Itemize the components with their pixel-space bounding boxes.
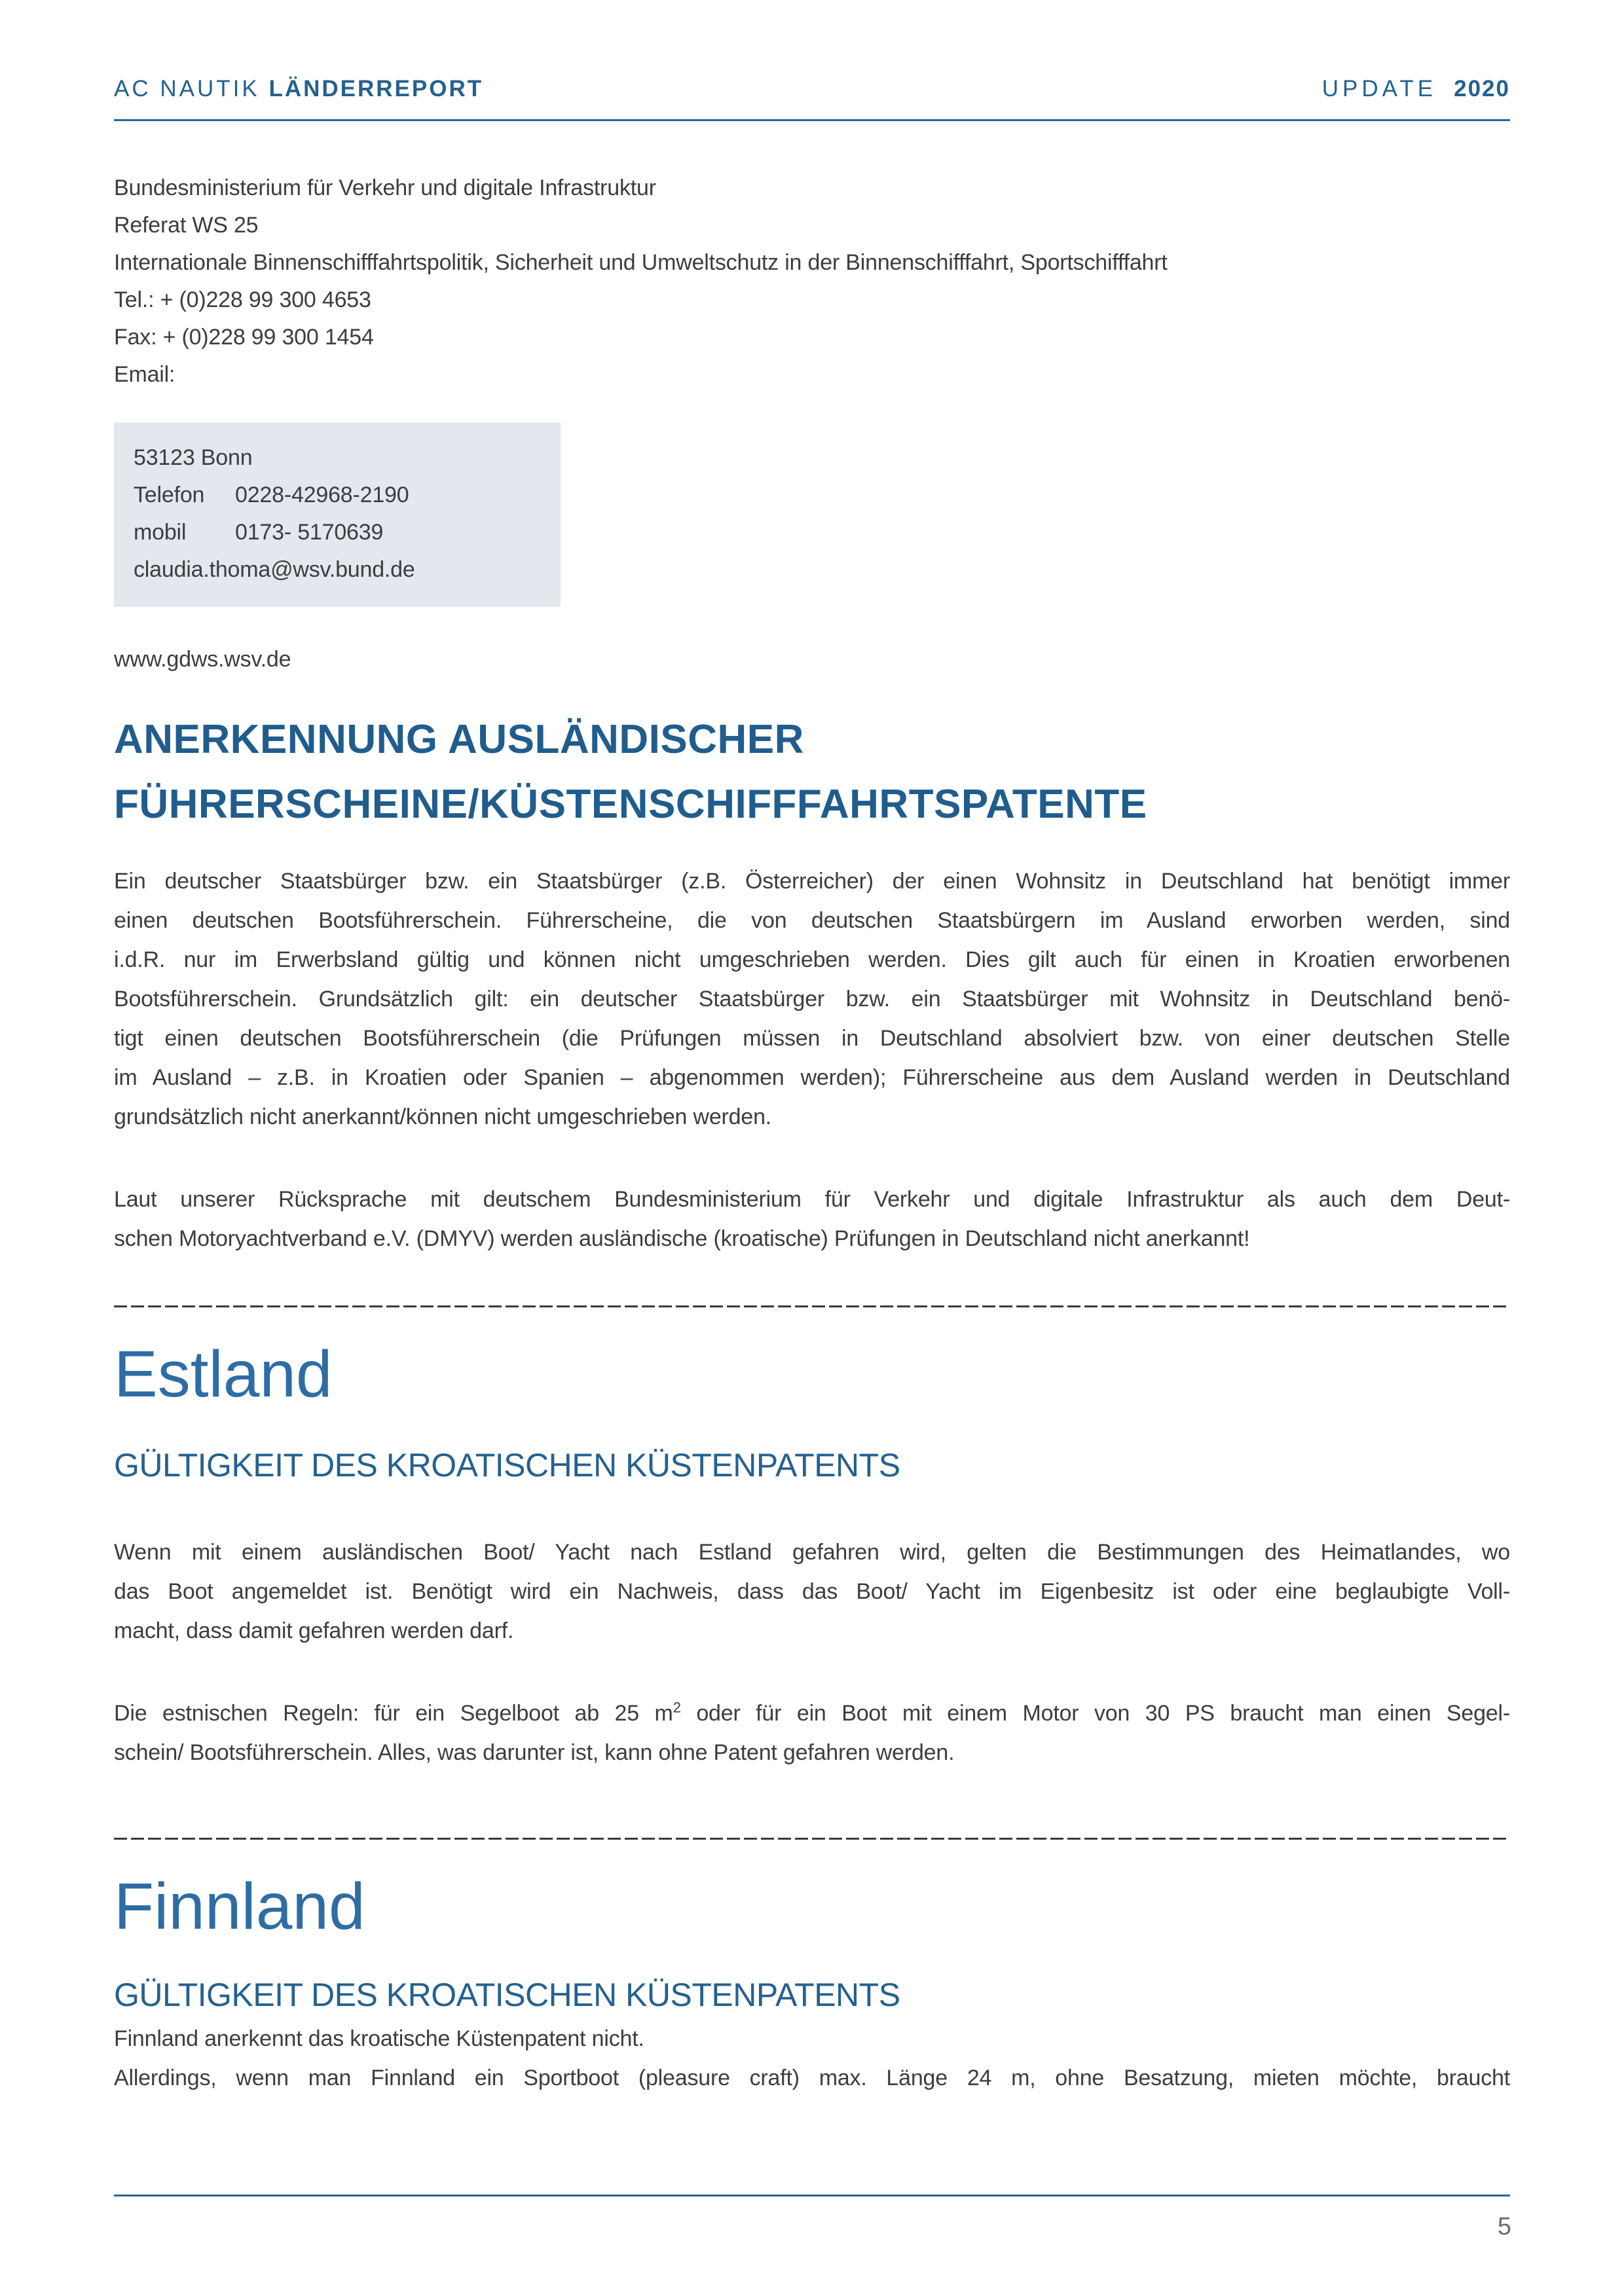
website-link: www.gdws.wsv.de xyxy=(114,647,291,672)
superscript-two: 2 xyxy=(673,1699,681,1716)
brand-prefix: AC NAUTIK xyxy=(114,76,260,101)
phone-value: 0228-42968-2190 xyxy=(235,483,409,507)
info-city: 53123 Bonn xyxy=(134,445,253,470)
report-brand xyxy=(114,76,483,102)
country-heading-finnland: Finnland xyxy=(114,1870,365,1943)
contact-line: Internationale Binnenschifffahrtspolitik, Sicherheit und Umweltschutz in der Binnenschifffahrt, Sportschifffahrt xyxy=(114,250,1168,275)
paragraph-line: tigt einen deutschen Bootsführerschein (die Prüfungen müssen in Deutschland absolviert bzw. von einer deutschen Stelle xyxy=(114,1026,1510,1051)
paragraph-line: schen Motoryachtverband e.V. (DMYV) werden ausländische (kroatische) Prüfungen in Deutschland nicht anerkannt! xyxy=(114,1226,1250,1251)
phone-label: Telefon xyxy=(134,483,205,507)
estland-paragraph-1 xyxy=(114,1533,1510,1650)
paragraph-line: schein/ Bootsführerschein. Alles, was darunter ist, kann ohne Patent gefahren werden. xyxy=(114,1740,955,1765)
contact-line: Referat WS 25 xyxy=(114,213,259,238)
contact-line: Email: xyxy=(114,362,175,387)
contact-line: Fax: + (0)228 99 300 1454 xyxy=(114,325,374,350)
paragraph-line: i.d.R. nur im Erwerbsland gültig und können nicht umgeschrieben werden. Dies gilt auch für einen in Kroatien erworbenen xyxy=(114,947,1510,972)
footer-rule xyxy=(114,2195,1510,2196)
recognition-paragraph-2 xyxy=(114,1180,1510,1258)
section-title-line: FÜHRERSCHEINE/KÜSTENSCHIFFFAHRTSPATENTE xyxy=(114,782,1147,827)
page-number: 5 xyxy=(1497,2213,1511,2240)
paragraph-line: Finnland anerkennt das kroatische Küstenpatent nicht. xyxy=(114,2026,644,2051)
paragraph-line: das Boot angemeldet ist. Benötigt wird ein Nachweis, dass das Boot/ Yacht im Eigenbesitz ist oder eine beglaubigte Voll- xyxy=(114,1579,1510,1604)
section-divider xyxy=(114,1305,1510,1307)
info-phone-row xyxy=(134,477,561,514)
mobile-label: mobil xyxy=(134,520,187,545)
paragraph-line: Allerdings, wenn man Finnland ein Sportboot (pleasure craft) max. Länge 24 m, ohne Besatzung, mieten möchte, braucht xyxy=(114,2066,1510,2090)
contact-block xyxy=(114,170,1510,393)
paragraph-line: Wenn mit einem ausländischen Boot/ Yacht nach Estland gefahren wird, gelten die Bestimmungen des Heimatlandes, wo xyxy=(114,1540,1510,1565)
brand-title: LÄNDERREPORT xyxy=(268,76,484,101)
contact-line: Bundesministerium für Verkehr und digitale Infrastruktur xyxy=(114,175,656,200)
paragraph-line: Bootsführerschein. Grundsätzlich gilt: ein deutscher Staatsbürger bzw. ein Staatsbürger mit Wohnsitz in Deutschland benö- xyxy=(114,987,1510,1011)
mobile-value: 0173- 5170639 xyxy=(235,520,384,545)
paragraph-line xyxy=(114,1694,1510,1733)
text-segment: oder für ein Boot mit einem Motor von 30 PS braucht man einen Segel- xyxy=(680,1701,1510,1726)
paragraph-line: Laut unserer Rücksprache mit deutschem Bundesministerium für Verkehr und digitale Infrastruktur als auch dem Deut- xyxy=(114,1187,1510,1212)
update-label: UPDATE xyxy=(1321,76,1437,101)
update-badge xyxy=(1322,76,1510,102)
recognition-paragraph-1 xyxy=(114,862,1510,1137)
paragraph-line: macht, dass damit gefahren werden darf. xyxy=(114,1618,514,1643)
paragraph-line: im Ausland – z.B. in Kroatien oder Spanien – abgenommen werden); Führerscheine aus dem Ausland werden in Deutschland xyxy=(114,1065,1510,1090)
paragraph-line: Ein deutscher Staatsbürger bzw. ein Staatsbürger (z.B. Österreicher) der einen Wohnsitz in Deutschland hat benötigt immer xyxy=(114,869,1510,894)
info-email: claudia.thoma@wsv.bund.de xyxy=(134,557,415,582)
section-title-recognition xyxy=(114,707,1510,837)
section-subheading: GÜLTIGKEIT DES KROATISCHEN KÜSTENPATENTS xyxy=(114,1447,900,1484)
update-year: 2020 xyxy=(1454,76,1510,101)
estland-paragraph-2 xyxy=(114,1694,1510,1772)
section-title-line: ANERKENNUNG AUSLÄNDISCHER xyxy=(114,717,804,762)
contact-line: Tel.: + (0)228 99 300 4653 xyxy=(114,287,371,312)
header-rule xyxy=(114,119,1510,121)
page-header xyxy=(114,0,1510,102)
paragraph-line: grundsätzlich nicht anerkannt/können nicht umgeschrieben werden. xyxy=(114,1104,772,1129)
contact-info-box xyxy=(114,422,561,607)
text-segment: Die estnischen Regeln: für ein Segelboot ab 25 m xyxy=(114,1701,673,1726)
info-mobile-row xyxy=(134,514,561,551)
section-subheading: GÜLTIGKEIT DES KROATISCHEN KÜSTENPATENTS xyxy=(114,1977,900,2013)
section-divider xyxy=(114,1838,1510,1840)
paragraph-line: einen deutschen Bootsführerschein. Führerscheine, die von deutschen Staatsbürgern im Ausland erworben werden, sind xyxy=(114,908,1510,933)
country-heading-estland: Estland xyxy=(114,1338,333,1411)
